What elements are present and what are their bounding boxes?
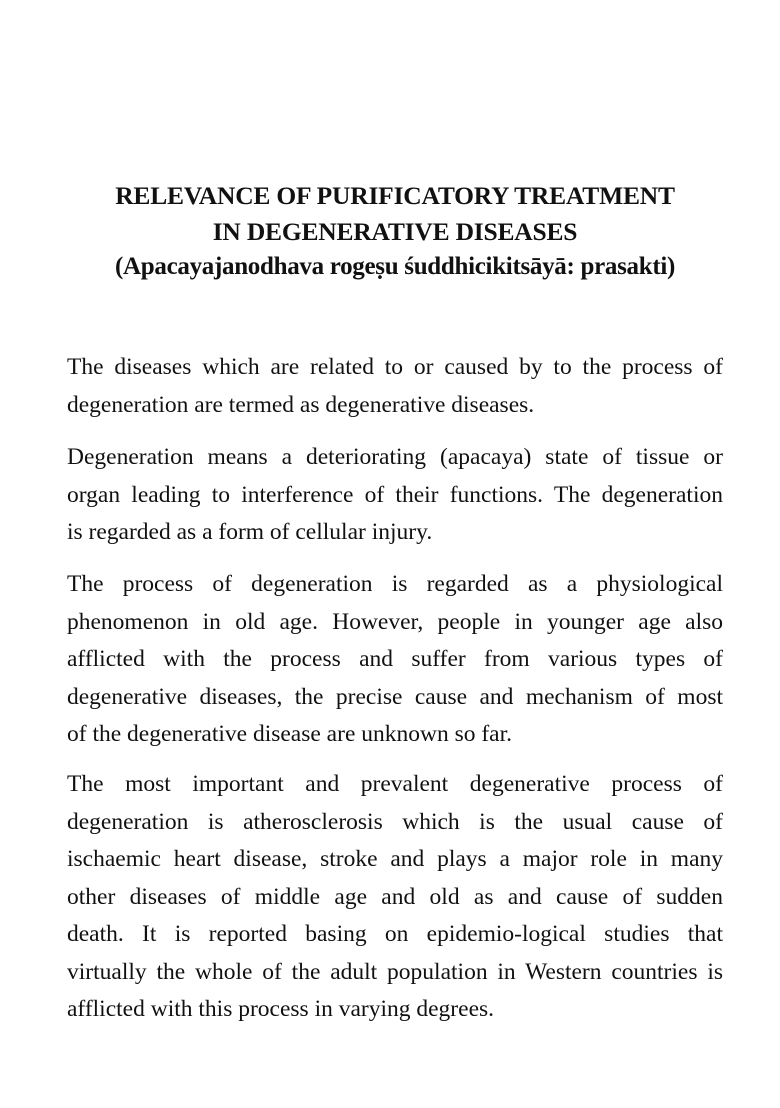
text-line: ischaemic heart disease, stroke and plays a major role in many [67, 846, 723, 872]
text-line: degenerative diseases, the precise cause and mechanism of most [67, 683, 723, 710]
text-line: death. It is reported basing on epidemio-logical studies that [67, 921, 723, 947]
chapter-subtitle-sanskrit: (Apacayajanodhava rogeṣu śuddhicikitsāyā: prasakti) [114, 253, 676, 280]
paragraph-3 [67, 566, 723, 754]
text-line: The diseases which are related to or caused by to the process of [67, 354, 723, 380]
text-line: phenomenon in old age. However, people in younger age also [67, 608, 723, 635]
text-line: The process of degeneration is regarded as a physiological [67, 571, 723, 597]
chapter-title-line-1: RELEVANCE OF PURIFICATORY TREATMENT [115, 181, 675, 210]
text-line: afflicted with the process and suffer from various types of [67, 646, 723, 672]
text-line: organ leading to interference of their functions. The degeneration [67, 481, 723, 508]
chapter-title-line-2: IN DEGENERATIVE DISEASES [212, 217, 578, 246]
text-line: afflicted with this process in varying degrees. [67, 996, 495, 1022]
text-line: other diseases of middle age and old as and cause of sudden [67, 883, 723, 910]
text-line: degeneration is atherosclerosis which is the usual cause of [67, 808, 723, 835]
text-line: virtually the whole of the adult population in Western countries is [67, 958, 723, 985]
text-line: The most important and prevalent degenerative process of [67, 771, 723, 797]
text-line: is regarded as a form of cellular injury. [67, 519, 433, 545]
text-line: degeneration are termed as degenerative diseases. [67, 391, 535, 418]
paragraph-1 [67, 349, 723, 424]
paragraph-2 [67, 439, 723, 552]
text-line: Degeneration means a deteriorating (apacaya) state of tissue or [67, 444, 723, 470]
text-line: of the degenerative disease are unknown so far. [67, 721, 513, 747]
paragraph-4 [67, 766, 723, 1029]
